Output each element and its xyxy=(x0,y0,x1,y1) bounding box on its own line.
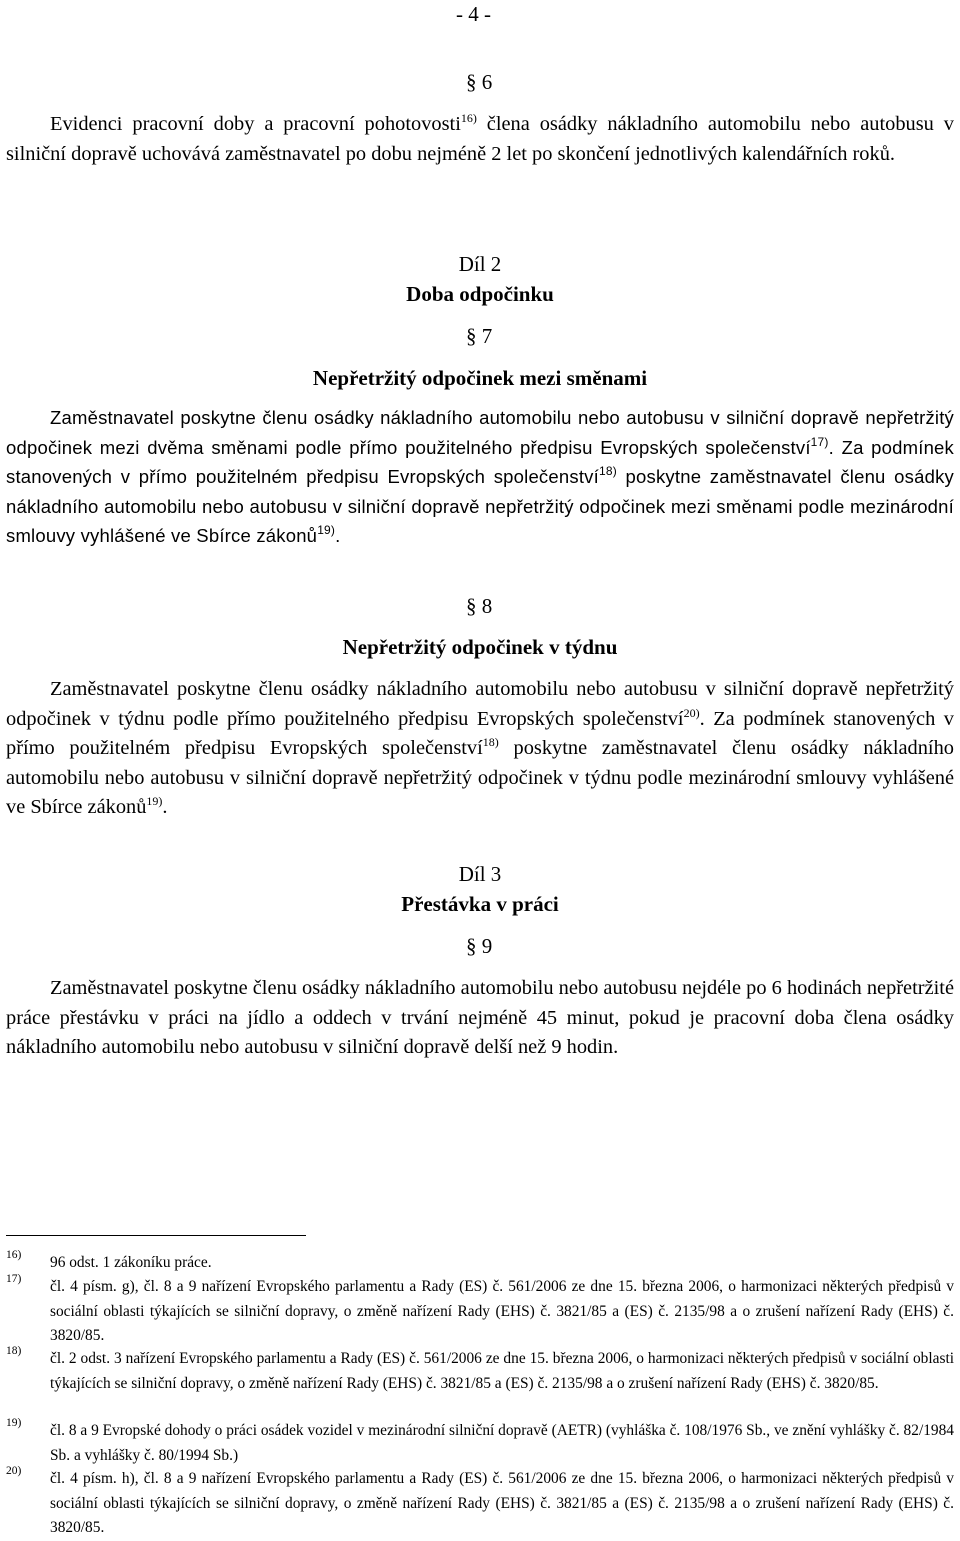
footnote-19 xyxy=(6,1419,954,1468)
footnote-text: 96 odst. 1 zákoníku práce. xyxy=(50,1254,212,1271)
footnote-number: 19) xyxy=(6,1417,22,1429)
footnote-number: 20) xyxy=(6,1465,22,1477)
part-2-label: Díl 2 xyxy=(458,252,502,276)
part-3-label: Díl 3 xyxy=(458,862,502,886)
section-7-text-d: . xyxy=(335,525,341,546)
section-8-text-b: . Za podmínek stanovených v přímo použitelném předpisu Evropských společenství xyxy=(6,707,954,759)
section-7-mark: § 7 xyxy=(466,324,493,348)
section-8-heading: Nepřetržitý odpočinek v týdnu xyxy=(342,635,618,659)
footnote-16 xyxy=(6,1251,954,1276)
footnote-text: čl. 4 písm. g), čl. 8 a 9 nařízení Evropského parlamentu a Rady (ES) č. 561/2006 ze dne 15. března 2006, o harmonizaci některých předpisů v sociální oblasti týkajících se silniční dopravy, o změně nařízení Rady (EHS) č. 3821/85 a (ES) č. 2135/98 a o zrušení nařízení Rady (EHS) č. 3820/85. xyxy=(50,1278,954,1345)
footnote-ref-18[interactable]: 18) xyxy=(482,735,499,749)
section-7-text-a: Zaměstnavatel poskytne členu osádky nákladního automobilu nebo autobusu v silniční dopravě nepřetržitý odpočinek mezi dvěma směnami podle přímo použitelného předpisu Evropských společenství xyxy=(6,407,954,458)
section-8-paragraph xyxy=(6,675,954,823)
footnote-17 xyxy=(6,1275,954,1349)
footnote-ref-18[interactable]: 18) xyxy=(598,464,617,478)
section-8-text-c: poskytne zaměstnavatel členu osádky nákladního automobilu nebo autobusu v silniční dopravě nepřetržitý odpočinek v týdnu podle mezinárodní smlouvy vyhlášené ve Sbírce zákonů xyxy=(6,737,954,818)
footnote-number: 16) xyxy=(6,1249,22,1261)
section-6-text-a: Evidenci pracovní doby a pracovní pohotovosti xyxy=(50,113,461,135)
footnote-ref-19[interactable]: 19) xyxy=(317,523,336,537)
footnote-ref-17[interactable]: 17) xyxy=(810,434,829,449)
section-8-mark: § 8 xyxy=(466,594,493,618)
footnote-20 xyxy=(6,1467,954,1541)
section-7-paragraph xyxy=(6,403,954,551)
section-9-paragraph: Zaměstnavatel poskytne členu osádky nákladního automobilu nebo autobusu nejdéle po 6 hodinách nepřetržité práce přestávku v práci na jídlo a oddech v trvání nejméně 45 minut, pokud je pracovní doba člena osádky nákladního automobilu nebo autobusu v silniční dopravě delší než 9 hodin. xyxy=(6,977,954,1058)
section-7-text-c: poskytne zaměstnavatel členu osádky nákladního automobilu nebo autobusu v silniční dopravě nepřetržitý odpočinek mezi směnami podle mezinárodní smlouvy vyhlášené ve Sbírce zákonů xyxy=(6,466,954,546)
section-8-text-d: . xyxy=(162,796,168,818)
footnote-text: čl. 2 odst. 3 nařízení Evropského parlamentu a Rady (ES) č. 561/2006 ze dne 15. března 2006, o harmonizaci některých předpisů v sociální oblasti týkajících se silniční dopravy, o změně nařízení Rady (EHS) č. 3821/85 a (ES) č. 2135/98 a o zrušení nařízení Rady (EHS) č. 3820/85. xyxy=(50,1350,954,1392)
footnote-ref-19[interactable]: 19) xyxy=(146,794,163,808)
section-7-heading: Nepřetržitý odpočinek mezi směnami xyxy=(312,366,648,390)
section-8-text-a: Zaměstnavatel poskytne členu osádky nákladního automobilu nebo autobusu v silniční dopravě nepřetržitý odpočinek v týdnu podle přímo použitelného předpisu Evropských společenství xyxy=(6,678,954,730)
footnote-number: 17) xyxy=(6,1273,22,1285)
section-7-text-b: . Za podmínek stanovených v přímo použitelném předpisu Evropských společenství xyxy=(6,436,954,487)
section-6-mark: § 6 xyxy=(466,70,493,94)
part-3-title: Přestávka v práci xyxy=(401,892,559,916)
part-2-title: Doba odpočinku xyxy=(406,282,554,306)
footnote-text: čl. 8 a 9 Evropské dohody o práci osádek vozidel v mezinárodní silniční dopravě (AETR) (vyhláška č. 108/1976 Sb., ve znění vyhlášky č. 82/1984 Sb. a vyhlášky č. 80/1994 Sb.) xyxy=(50,1422,954,1464)
footnote-number: 18) xyxy=(6,1345,22,1357)
page-number: - 4 - xyxy=(456,2,491,26)
footnote-18 xyxy=(6,1347,954,1396)
section-6-text-b: člena osádky nákladního automobilu nebo autobusu v silniční dopravě uchovává zaměstnavatel po dobu nejméně 2 let po skončení jednotlivých kalendářních roků. xyxy=(6,113,954,165)
footnote-ref-20[interactable]: 20) xyxy=(683,705,700,720)
footnote-text: čl. 4 písm. h), čl. 8 a 9 nařízení Evropského parlamentu a Rady (ES) č. 561/2006 ze dne 15. března 2006, o harmonizaci některých předpisů v sociální oblasti týkajících se silniční dopravy, o změně nařízení Rady (EHS) č. 3821/85 a (ES) č. 2135/98 a o zrušení nařízení Rady (EHS) č. 3820/85. xyxy=(50,1470,954,1537)
section-9-mark: § 9 xyxy=(466,934,493,958)
footnote-ref-16[interactable]: 16) xyxy=(460,111,477,125)
section-6-paragraph xyxy=(6,110,954,169)
footnote-separator xyxy=(6,1235,306,1236)
